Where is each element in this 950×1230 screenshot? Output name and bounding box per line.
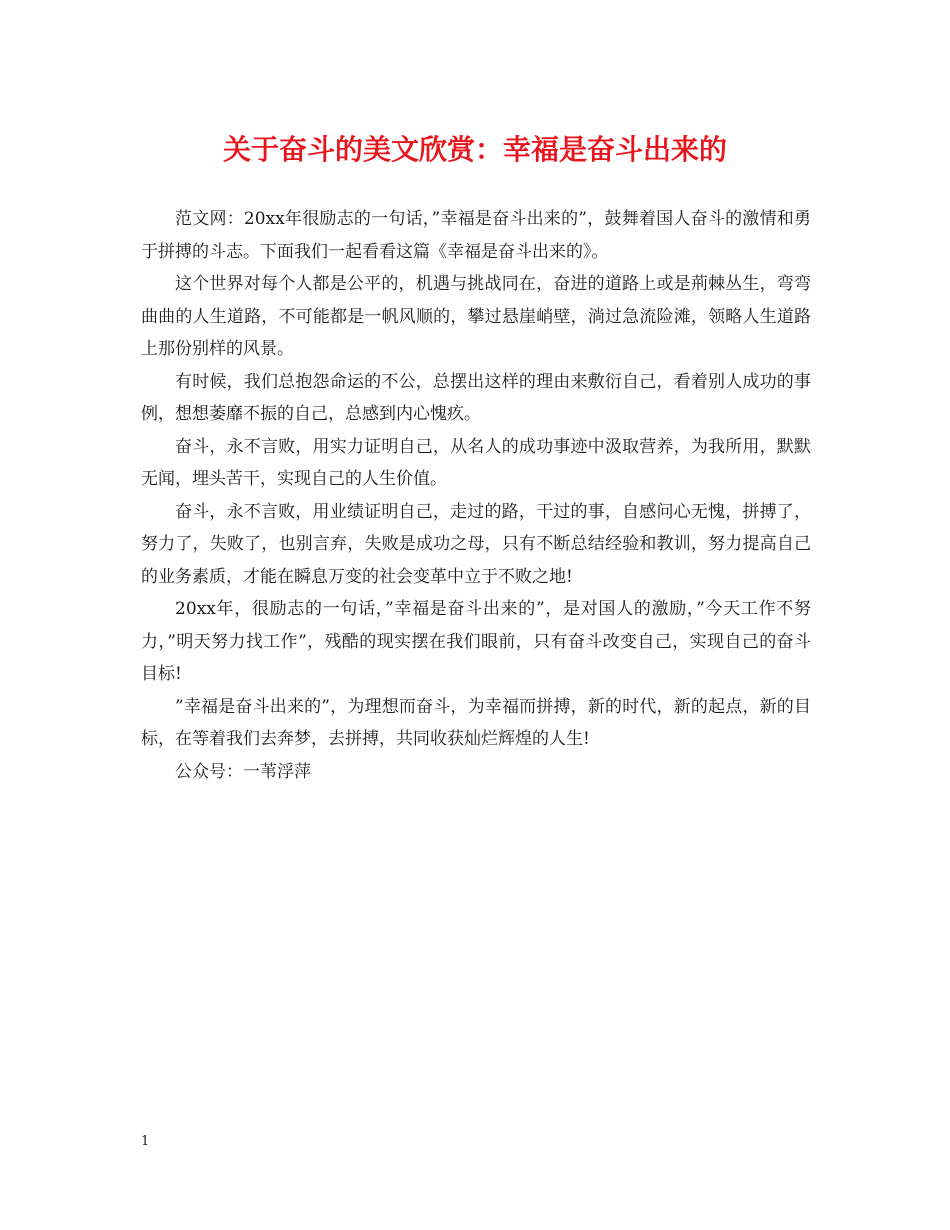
paragraph-intro: 范文网：20xx年很励志的一句话，”幸福是奋斗出来的”，鼓舞着国人奋斗的激情和勇于拼搏的斗志。下面我们一起看看这篇《幸福是奋斗出来的》。: [141, 209, 811, 262]
paragraph-complaint: 有时候，我们总抱怨命运的不公，总摆出这样的理由来敷衍自己，看着别人成功的事例，想想萎靡不振的自己，总感到内心愧疚。: [141, 371, 811, 424]
paragraph-conclusion: ”幸福是奋斗出来的”，为理想而奋斗，为幸福而拼搏，新的时代，新的起点，新的目标，在等着我们去奔梦，去拼搏，共同收获灿烂辉煌的人生!: [141, 696, 811, 749]
document-body: [141, 203, 811, 788]
paragraph-motto: 20xx年，很励志的一句话，”幸福是奋斗出来的”，是对国人的激励，”今天工作不努力，”明天努力找工作”，残酷的现实摆在我们眼前，只有奋斗改变自己，实现自己的奋斗目标!: [141, 599, 811, 684]
page-number: 1: [141, 1134, 150, 1149]
paragraph-fairness: 这个世界对每个人都是公平的，机遇与挑战同在，奋进的道路上或是荊棘丛生，弯弯曲曲的人生道路，不可能都是一帆风顺的，攀过悬崖峭壁，淌过急流险滩，领略人生道路上那份别样的风景。: [141, 274, 811, 359]
paragraph-strength: 奋斗，永不言败，用实力证明自己，从名人的成功事迹中汲取营养，为我所用，默默无闻，埋头苦干，实现自己的人生价值。: [141, 436, 811, 489]
document-title: 关于奋斗的美文欣赏：幸福是奋斗出来的: [222, 133, 727, 166]
paragraph-account: 公众号：一苇浮萍: [175, 761, 311, 782]
paragraph-achievement: 奋斗，永不言败，用业绩证明自己，走过的路，干过的事，自感问心无愧，拼搏了，努力了，失败了，也别言弃，失败是成功之母，只有不断总结经验和教训，努力提高自己的业务素质，才能在瞬息万变的社会变革中立于不败之地!: [141, 501, 811, 587]
